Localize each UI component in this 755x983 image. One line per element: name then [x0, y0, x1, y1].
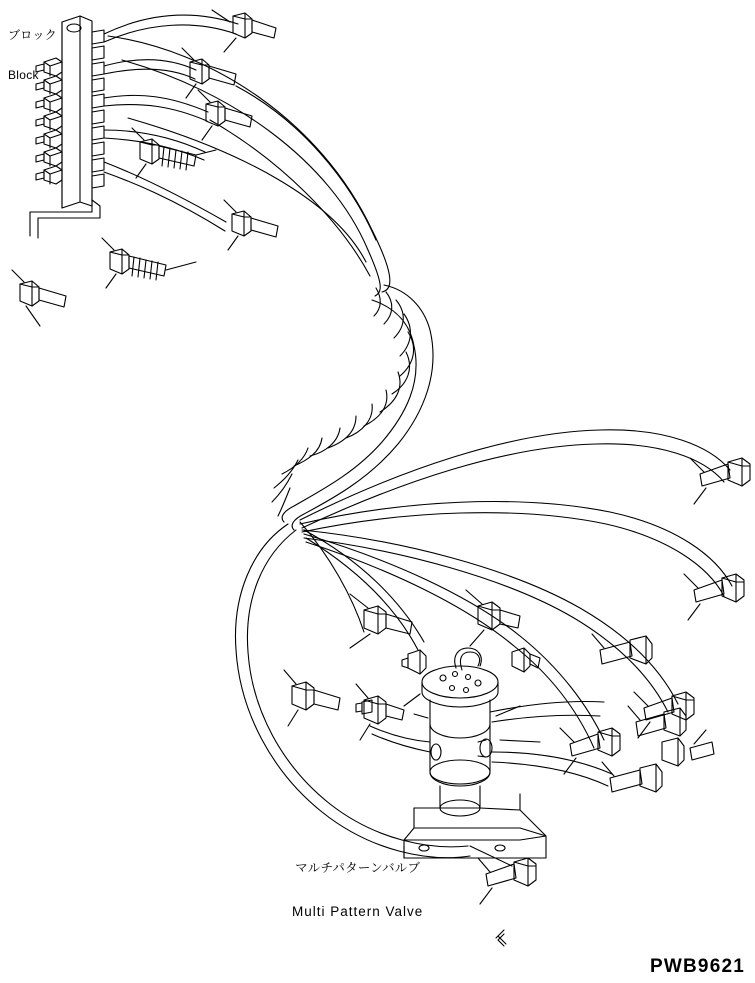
block-label-en: Block [8, 68, 39, 83]
hose-fitting [284, 670, 340, 726]
elbow-fitting [662, 730, 714, 766]
elbow-fitting-small [512, 648, 540, 672]
drawing-number: PWB9621 [650, 955, 745, 977]
valve-label [292, 832, 423, 948]
elbow-fitting-small [402, 650, 426, 674]
hose-coupling [102, 238, 166, 288]
valve-label-en: Multi Pattern Valve [292, 904, 424, 920]
hose-fitting [690, 458, 750, 504]
elbow-fitting [628, 706, 686, 736]
elbow-fitting [602, 762, 662, 792]
hose-coupling [132, 128, 196, 178]
hose-fitting [478, 858, 536, 904]
hose-fitting [356, 684, 404, 740]
hose-fitting [182, 48, 236, 98]
hose-fitting [466, 590, 520, 646]
valve-label-jp: マルチパターンバルブ [295, 861, 421, 876]
block-label [8, 2, 57, 110]
multi-pattern-valve [404, 648, 546, 944]
block-label-jp: ブロック [8, 27, 57, 42]
elbow-fitting [592, 634, 652, 664]
hose-fitting [350, 594, 412, 648]
hose-fitting [560, 728, 620, 774]
hose-fitting [12, 270, 66, 326]
hose-fitting [212, 10, 276, 52]
hose-fitting [224, 200, 278, 250]
hose-fitting [198, 90, 252, 140]
